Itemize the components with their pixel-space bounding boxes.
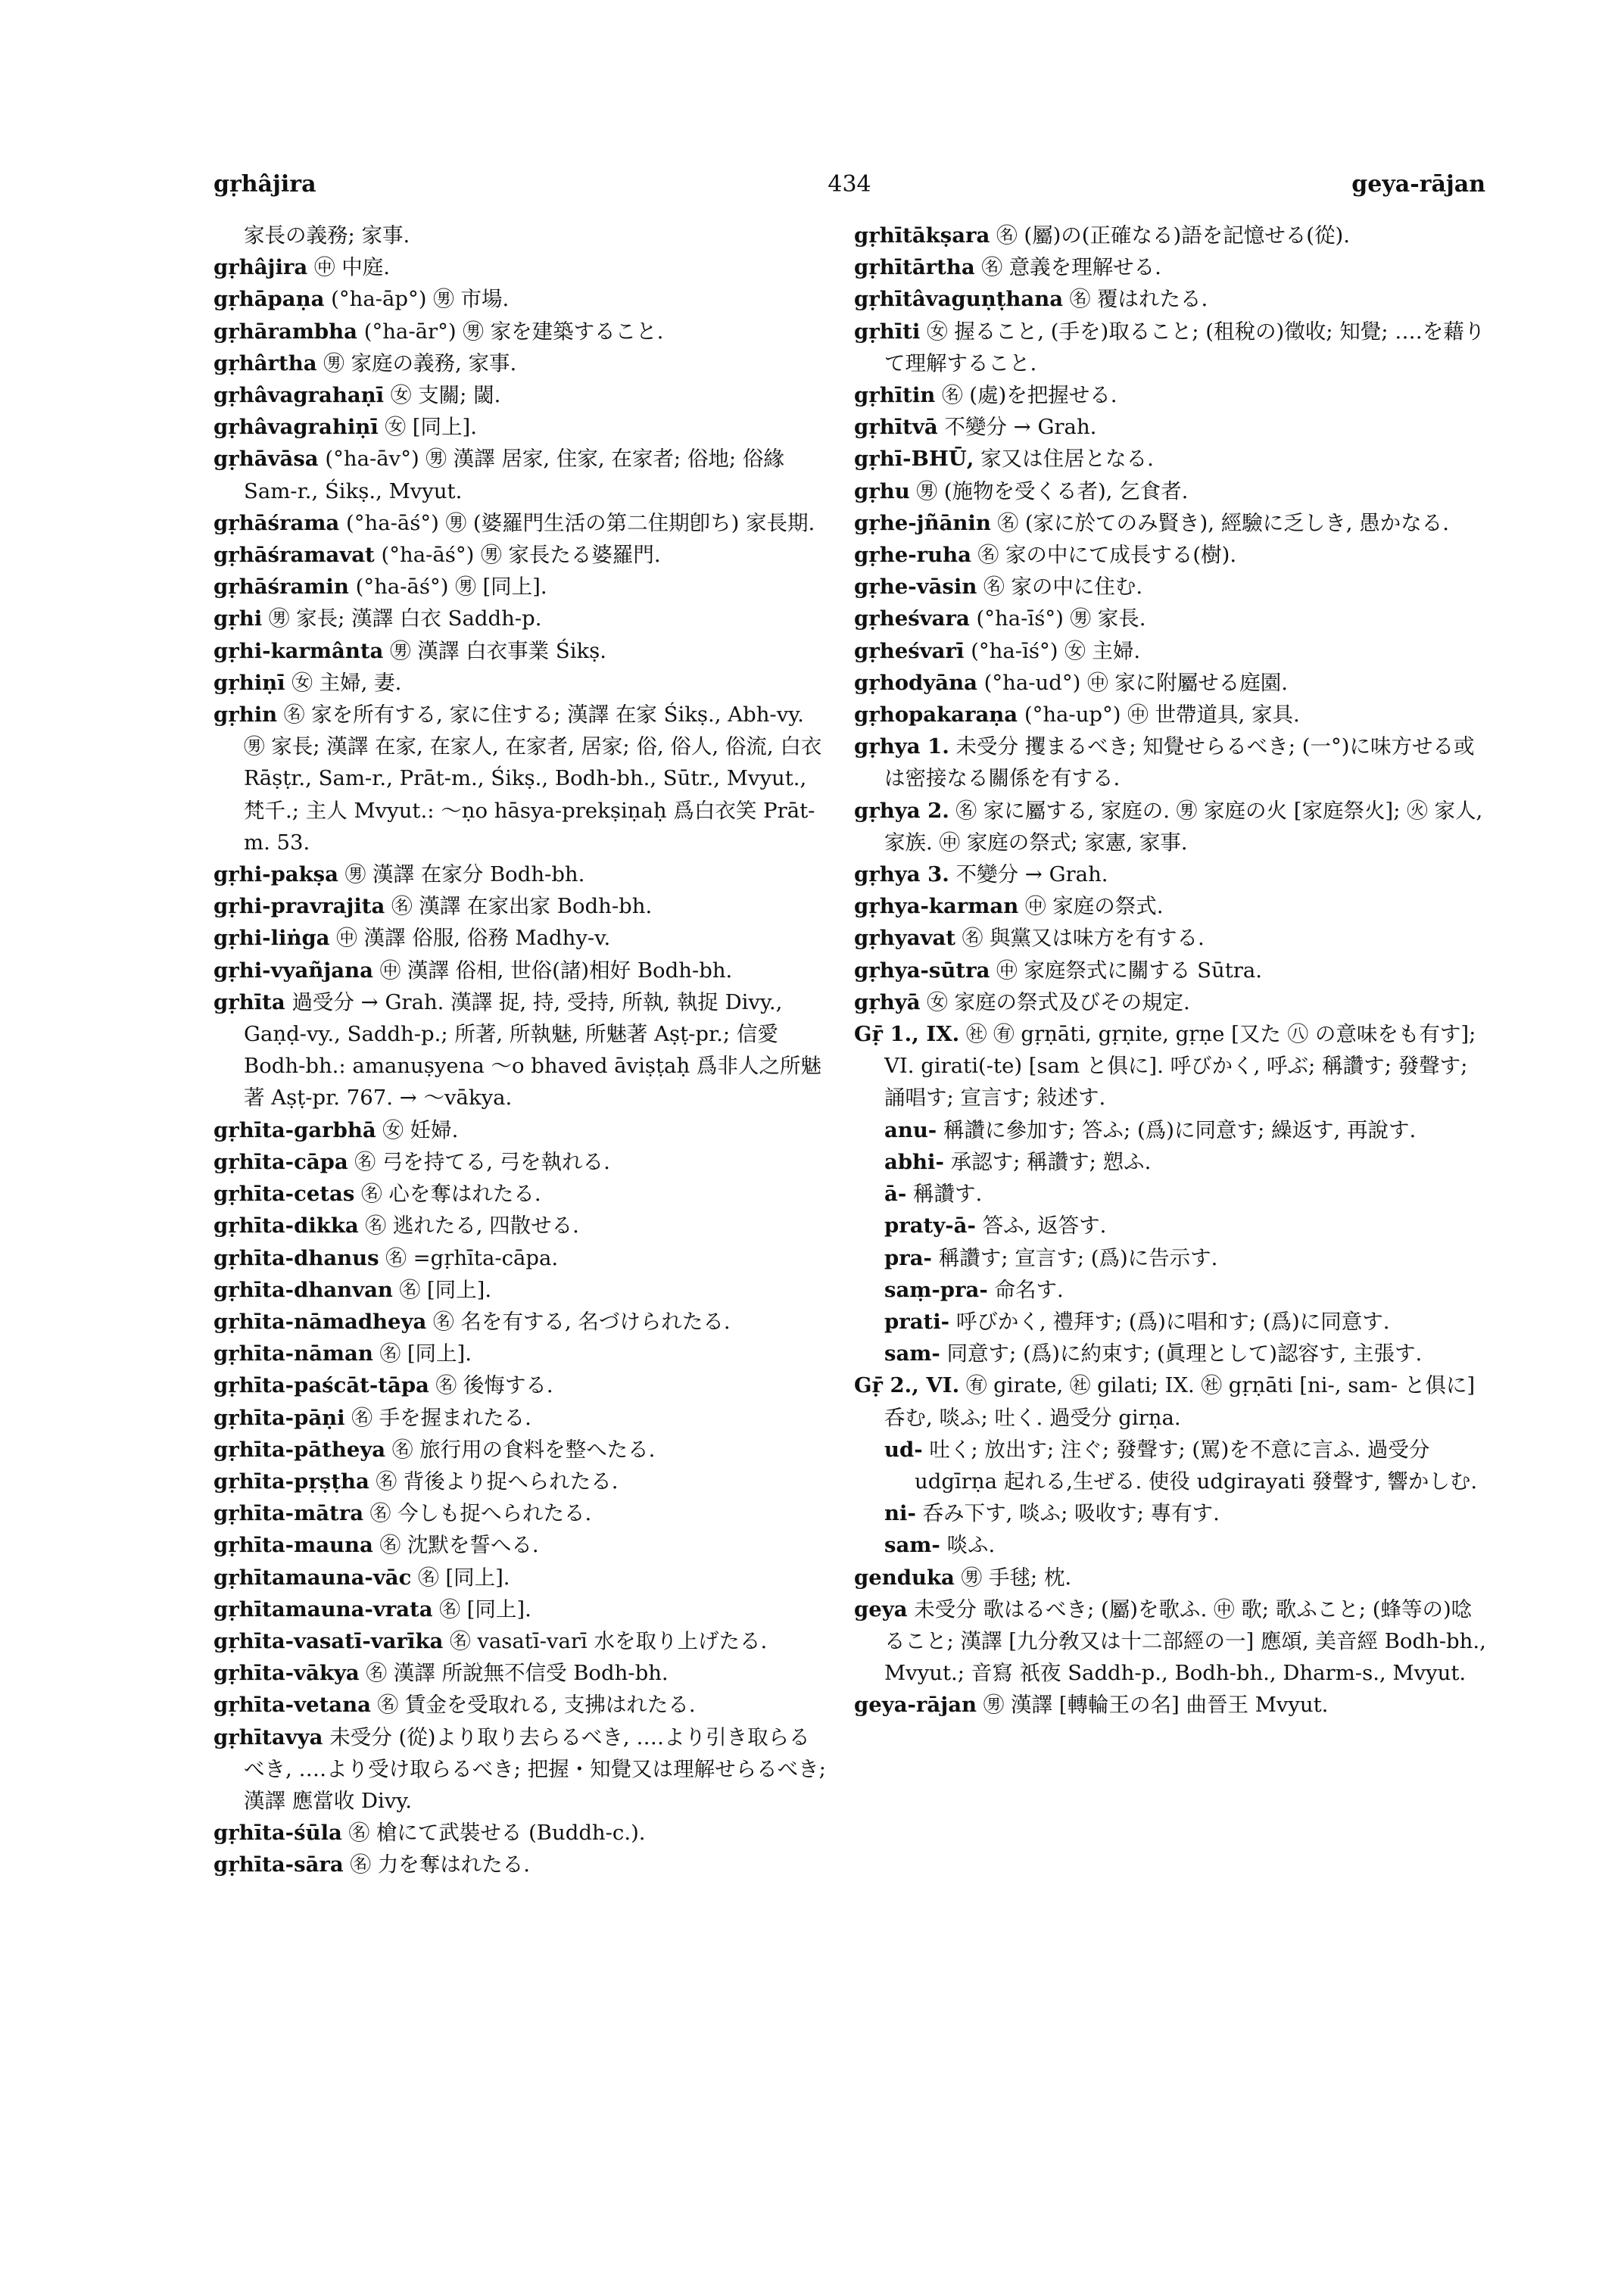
headword: gṛhīta-mātra xyxy=(214,1501,364,1526)
headword: geya-rājan xyxy=(854,1693,977,1718)
definition: ㊔ 背後より捉へられたる. xyxy=(376,1469,619,1494)
dictionary-entry xyxy=(214,1114,827,1146)
dictionary-entry xyxy=(854,1594,1487,1690)
dictionary-entry xyxy=(214,539,827,571)
dictionary-entry xyxy=(214,1274,827,1306)
dictionary-entry xyxy=(854,603,1487,634)
headword: gṛhīta-dhanus xyxy=(214,1245,379,1270)
headword: gṛhāvāsa xyxy=(214,447,319,472)
headword: gṛhiṇī xyxy=(214,670,285,695)
dictionary-entry xyxy=(214,1146,827,1178)
definition: ㊔ 賃金を受取れる, 支拂はれたる. xyxy=(377,1693,696,1718)
headword: gṛhīta-dhanvan xyxy=(214,1277,393,1302)
headword: gṛhya-sūtra xyxy=(854,958,990,983)
headword: gṛhya 1. xyxy=(854,734,949,759)
definition: ㊔ vasatī-varī 水を取り上げたる. xyxy=(450,1628,768,1653)
dictionary-entry xyxy=(214,986,827,1114)
definition: ㊥ 家庭の祭式. xyxy=(1024,894,1164,919)
sub-entry xyxy=(854,1274,1487,1306)
headword: gṛhyā xyxy=(854,989,921,1014)
definition: 答ふ, 返答す. xyxy=(982,1213,1107,1238)
dictionary-entry xyxy=(214,1721,827,1818)
headword: gṛhīta xyxy=(214,989,285,1014)
definition: ㊔ [同上]. xyxy=(418,1565,510,1590)
headword: gṛhīta-garbhā xyxy=(214,1117,376,1142)
definition: ㊔ 意義を理解せる. xyxy=(981,255,1161,280)
headword: gṛhīta-cetas xyxy=(214,1182,355,1207)
headword: gṛhi-pakṣa xyxy=(214,862,338,887)
headword: sam- xyxy=(884,1341,940,1366)
headword: anu- xyxy=(884,1117,937,1142)
headword: gṛheśvarī xyxy=(854,638,965,663)
dictionary-entry xyxy=(854,1018,1487,1114)
definition: ㊛ 握ること, (手を)取ること; (租稅の)徵收; 知覺; ‥‥を藉りて理解すること. xyxy=(884,319,1485,375)
definition: (°ha-up°) ㊥ 世帶道具, 家具. xyxy=(1024,703,1300,727)
dictionary-entry xyxy=(214,220,827,251)
dictionary-entry xyxy=(854,922,1487,954)
sub-entry xyxy=(854,1210,1487,1242)
headword: gṛhīta-pātheya xyxy=(214,1437,386,1462)
headword: geya xyxy=(854,1597,908,1622)
headword: praty-ā- xyxy=(884,1213,976,1238)
dictionary-entry xyxy=(214,699,827,858)
dictionary-entry xyxy=(854,1562,1487,1594)
dictionary-entry xyxy=(214,1562,827,1594)
headword: abhi- xyxy=(884,1149,944,1174)
definition: 不變分 → Grah. xyxy=(955,862,1108,887)
headword: gṛhya-karman xyxy=(854,894,1019,919)
dictionary-entry xyxy=(854,795,1487,858)
dictionary-entry xyxy=(854,411,1487,443)
definition: ㊥ 家庭祭式に關する Sūtra. xyxy=(996,958,1263,983)
dictionary-entry xyxy=(854,1689,1487,1721)
dictionary-entry xyxy=(214,1849,827,1880)
dictionary-entry xyxy=(214,507,827,539)
headword: gṛhīta-sāra xyxy=(214,1852,344,1877)
headword: gṛhāśramin xyxy=(214,575,349,600)
definition: 啖ふ. xyxy=(946,1533,996,1558)
headword: prati- xyxy=(884,1309,950,1334)
header-left-guideword: gṛhâjira xyxy=(214,171,316,198)
definition: 呼びかく, 禮拜す; (爲)に唱和す; (爲)に同意す. xyxy=(955,1309,1390,1334)
dictionary-entry xyxy=(854,379,1487,411)
definition: 稱讚す; 宣言す; (爲)に告示す. xyxy=(938,1245,1218,1270)
headword: ā- xyxy=(884,1182,907,1207)
sub-entry xyxy=(854,1497,1487,1529)
definition: ㊔ 力を奪はれたる. xyxy=(350,1852,530,1877)
sub-entry xyxy=(854,1338,1487,1369)
headword: gṛhi-pravrajita xyxy=(214,894,385,919)
definition: 吐く; 放出す; 注ぐ; 發聲す; (罵)を不意に言ふ. 過受分 udgīrṇa 起れる,生ぜる. 使役 udgirayati 發聲す, 響かしむ. xyxy=(915,1437,1478,1494)
page-header xyxy=(214,171,1485,207)
headword: gṛhītamauna-vāc xyxy=(214,1565,412,1590)
headword: gṛhīta-vasatī-varīka xyxy=(214,1628,444,1653)
dictionary-entry xyxy=(854,635,1487,667)
definition: ㊔ (家に於てのみ賢き), 經驗に乏しき, 愚かなる. xyxy=(997,510,1449,535)
definition: 稱讚す. xyxy=(912,1182,983,1207)
dictionary-entry xyxy=(214,955,827,986)
definition: ㊚ 漢譯 在家分 Bodh-bh. xyxy=(344,862,585,887)
dictionary-entry xyxy=(854,316,1487,379)
dictionary-entry xyxy=(854,251,1487,283)
dictionary-entry xyxy=(854,890,1487,922)
headword: gṛhīta-nāmadheya xyxy=(214,1309,427,1334)
definition: 命名す. xyxy=(994,1277,1064,1302)
dictionary-entry xyxy=(214,251,827,283)
headword: gṛhāśramavat xyxy=(214,543,375,568)
definition: (°ha-īś°) ㊚ 家長. xyxy=(976,606,1146,631)
dictionary-entry xyxy=(854,955,1487,986)
sub-entry xyxy=(854,1146,1487,1178)
headword: gṛhītin xyxy=(854,383,936,408)
headword: gṛheśvara xyxy=(854,606,970,631)
dictionary-entry xyxy=(214,1817,827,1849)
definition: ㊛ 主婦, 妻. xyxy=(291,670,402,695)
sub-entry xyxy=(854,1434,1487,1497)
right-column xyxy=(854,220,1487,1721)
definition: ㊔ 逃れたる, 四散せる. xyxy=(365,1213,579,1238)
header-right-guideword: geya-rājan xyxy=(1351,171,1485,198)
definition: (°ha-āś°) ㊚ [同上]. xyxy=(355,575,547,600)
definition: ㊛ 支關; 閾. xyxy=(390,383,501,408)
definition: ㊔ 漢譯 在家出家 Bodh-bh. xyxy=(391,894,653,919)
definition: ㊔ (屬)の(正確なる)語を記憶せる(從). xyxy=(996,223,1350,248)
headword: gṛhīta-pṛṣṭha xyxy=(214,1469,369,1494)
definition: ㊔ 槍にて武裝せる (Buddh-c.). xyxy=(348,1821,646,1846)
headword: gṛhītamauna-vrata xyxy=(214,1597,433,1622)
headword: gṛhītārtha xyxy=(854,255,975,280)
dictionary-entry xyxy=(214,1497,827,1529)
headword: gṛhopakaraṇa xyxy=(854,703,1018,727)
sub-entry xyxy=(854,1306,1487,1338)
definition: 同意す; (爲)に約束す; (眞理として)認容す, 主張す. xyxy=(946,1341,1423,1366)
definition: (°ha-ār°) ㊚ 家を建築すること. xyxy=(363,319,664,344)
definition: ㊔ 旅行用の食料を整へたる. xyxy=(391,1437,656,1462)
definition: 稱讚に參加す; 答ふ; (爲)に同意す; 繰返す, 再說す. xyxy=(943,1117,1417,1142)
definition: ㊛ 家庭の祭式及びその規定. xyxy=(927,989,1190,1014)
headword: gṛhi-vyañjana xyxy=(214,958,373,983)
dictionary-entry xyxy=(214,635,827,667)
headword: gṛhu xyxy=(854,478,910,503)
dictionary-entry xyxy=(854,858,1487,890)
definition: 家長の義務; 家事. xyxy=(244,223,410,248)
headword: gṛhârtha xyxy=(214,350,317,375)
dictionary-entry xyxy=(214,1625,827,1657)
sub-entry xyxy=(854,1242,1487,1274)
headword: gṛhâvagrahiṇī xyxy=(214,415,379,440)
headword: gṛhīta-nāman xyxy=(214,1341,373,1366)
headword: gṛhīta-śūla xyxy=(214,1821,342,1846)
definition: ㊔ =gṛhīta-cāpa. xyxy=(385,1245,559,1270)
headword: gṛhya 2. xyxy=(854,798,949,823)
definition: 家又は住居となる. xyxy=(980,447,1154,472)
headword: ud- xyxy=(884,1437,923,1462)
headword: gṛhītavya xyxy=(214,1724,323,1749)
dictionary-entry xyxy=(214,571,827,603)
dictionary-entry xyxy=(214,1466,827,1497)
headword: gṛhīta-cāpa xyxy=(214,1149,348,1174)
definition: ㊥ 漢譯 俗服, 俗務 Madhy-v. xyxy=(336,926,611,951)
dictionary-entry xyxy=(214,347,827,379)
dictionary-entry xyxy=(214,1338,827,1369)
definition: 未受分 攫まるべき; 知覺せらるべき; (一°)に味方せる或は密接なる關係を有する. xyxy=(884,734,1475,791)
headword: gṛhī-BHŪ, xyxy=(854,447,974,472)
dictionary-entry xyxy=(214,1369,827,1401)
dictionary-entry xyxy=(214,667,827,699)
headword: gṛhīta-dikka xyxy=(214,1213,359,1238)
definition: 不變分 → Grah. xyxy=(944,415,1097,440)
dictionary-entry xyxy=(854,571,1487,603)
headword: gṛhīta-mauna xyxy=(214,1533,373,1558)
dictionary-entry xyxy=(854,475,1487,507)
headword: gṛhīta-paścāt-tāpa xyxy=(214,1373,429,1398)
definition: ㊔ 家の中に住む. xyxy=(983,575,1143,600)
definition: ㊔ 今しも捉へられたる. xyxy=(369,1501,592,1526)
headword: Gṝ 2., VI. xyxy=(854,1373,960,1398)
headword: sam- xyxy=(884,1533,940,1558)
dictionary-entry xyxy=(214,411,827,443)
dictionary-entry xyxy=(854,667,1487,699)
headword: gṛhodyāna xyxy=(854,670,977,695)
definition: (°ha-īś°) ㊛ 主婦. xyxy=(971,638,1141,663)
headword: gṛhe-jñānin xyxy=(854,510,991,535)
dictionary-entry xyxy=(214,379,827,411)
definition: ㊒ girate, ㊓ gilati; IX. ㊓ gṛṇāti [ni-, sam- と俱に] 呑む, 啖ふ; 吐く. 過受分 girṇa. xyxy=(884,1373,1476,1430)
dictionary-entry xyxy=(854,539,1487,571)
definition: ㊔ 與黨又は味方を有する. xyxy=(962,926,1205,951)
headword: gṛhin xyxy=(214,703,278,727)
headword: gṛhe-vāsin xyxy=(854,575,977,600)
headword: gṛhītâvaguṇṭhana xyxy=(854,287,1064,312)
definition: (°ha-āp°) ㊚ 市場. xyxy=(331,287,510,312)
page-number: 434 xyxy=(828,171,871,198)
definition: ㊚ 漢譯 白衣事業 Śikṣ. xyxy=(390,638,607,663)
dictionary-entry xyxy=(854,443,1487,475)
dictionary-entry xyxy=(214,1657,827,1689)
definition: (°ha-āś°) ㊚ (婆羅門生活の第二住期卽ち) 家長期. xyxy=(346,510,815,535)
dictionary-entry xyxy=(214,858,827,890)
definition: ㊔ 名を有する, 名づけられたる. xyxy=(433,1309,731,1334)
left-column xyxy=(214,220,827,1881)
definition: ㊔ 家に屬する, 家庭の. ㊚ 家庭の火 [家庭祭火]; ㊋ 家人, 家族. ㊥ 家庭の祭式; 家憲, 家事. xyxy=(884,798,1483,855)
headword: gṛhāśrama xyxy=(214,510,340,535)
definition: 過受分 → Grah. 漢譯 捉, 持, 受持, 所執, 執捉 Divy., Gaṇḍ-vy., Saddh-p.; 所著, 所執魅, 所魅著 Aṣṭ-pr.; 信愛 Bodh-bh.: amanuṣyena ～o bhaved āviṣṭaḥ 爲非人之所魅著 Aṣṭ-pr. 767. → ～vākya. xyxy=(244,989,821,1111)
headword: gṛhe-ruha xyxy=(854,543,971,568)
definition: ㊥ 中庭. xyxy=(313,255,390,280)
headword: gṛhīti xyxy=(854,319,921,344)
headword: gṛhītvā xyxy=(854,415,938,440)
definition: ㊓ ㊒ gṛṇāti, gṛṇite, gṛṇe [又た ㊇ の意味をも有す]; VI. girati(-te) [sam と俱に]. 呼びかく, 呼ぶ; 稱讚す; 發聲す; 誦唱す; 宣言す; 敍述す. xyxy=(884,1022,1476,1111)
headword: gṛhi-karmânta xyxy=(214,638,384,663)
dictionary-entry xyxy=(854,699,1487,731)
definition: 未受分 (從)より取り去らるべき, ‥‥より引き取らるべき, ‥‥より受け取らるべき; 把握・知覺又は理解せらるべき; 漢譯 應當收 Divy. xyxy=(244,1724,826,1813)
definition: 呑み下す, 啖ふ; 吸收す; 專有す. xyxy=(922,1501,1220,1526)
definition: ㊛ 妊婦. xyxy=(382,1117,459,1142)
dictionary-entry xyxy=(214,283,827,315)
dictionary-entry xyxy=(214,1689,827,1721)
headword: saṃ-pra- xyxy=(884,1277,988,1302)
dictionary-entry xyxy=(214,1594,827,1625)
definition: 未受分 歌はるべき; (屬)を歌ふ. ㊥ 歌; 歌ふこと; (蜂等の)唸ること; 漢譯 [九分敎又は十二部經の一] 應頌, 美音經 Bodh-bh., Mvyut.; 音寫 祇夜 Saddh-p., Bodh-bh., Dharm-s., Mvyut. xyxy=(884,1597,1486,1686)
definition: ㊔ 手を握まれたる. xyxy=(351,1405,531,1430)
definition: ㊔ 家の中にて成長する(樹). xyxy=(977,543,1237,568)
definition: (°ha-ud°) ㊥ 家に附屬せる庭園. xyxy=(983,670,1289,695)
headword: gṛhi xyxy=(214,606,263,631)
headword: gṛhyavat xyxy=(854,926,956,951)
dictionary-entry xyxy=(854,283,1487,315)
dictionary-entry xyxy=(214,1210,827,1242)
headword: gṛhīta-pāṇi xyxy=(214,1405,345,1430)
sub-entry xyxy=(854,1529,1487,1561)
headword: gṛhīta-vākya xyxy=(214,1661,360,1686)
definition: ㊔ [同上]. xyxy=(379,1341,472,1366)
definition: ㊔ 漢譯 所說無不信受 Bodh-bh. xyxy=(366,1661,669,1686)
definition: ㊔ 家を所有する, 家に住する; 漢譯 在家 Śikṣ., Abh-vy. ㊚ 家長; 漢譯 在家, 在家人, 在家者, 居家; 俗, 俗人, 俗流, 白衣 Rāṣṭr., Sam-r., Prāt-m., Śikṣ., Bodh-bh., Sūtr., Mvyut., 梵千.; 主人 Mvyut.: ～ṇo hāsya-prekṣiṇaḥ 爲白衣笑 Prāt-m. 53. xyxy=(244,703,822,855)
definition: 承認す; 稱讚す; 愬ふ. xyxy=(950,1149,1152,1174)
definition: ㊔ 後悔する. xyxy=(435,1373,553,1398)
dictionary-entry xyxy=(854,986,1487,1018)
dictionary-entry xyxy=(214,316,827,347)
headword: pra- xyxy=(884,1245,932,1270)
definition: (°ha-āv°) ㊚ 漢譯 居家, 住家, 在家者; 俗地; 俗緣 Sam-r., Śikṣ., Mvyut. xyxy=(244,447,784,503)
definition: ㊚ 手毬; 枕. xyxy=(961,1565,1072,1590)
dictionary-entry xyxy=(214,1242,827,1274)
dictionary-entry xyxy=(214,1434,827,1466)
sub-entry xyxy=(854,1114,1487,1146)
dictionary-entry xyxy=(854,1369,1487,1433)
sub-entry xyxy=(854,1178,1487,1210)
definition: ㊚ (施物を受くる者), 乞食者. xyxy=(916,478,1189,503)
headword: Gṝ 1., IX. xyxy=(854,1022,960,1047)
headword: gṛhāpaṇa xyxy=(214,287,325,312)
definition: ㊔ 沈默を誓へる. xyxy=(379,1533,539,1558)
definition: ㊚ 家庭の義務, 家事. xyxy=(323,350,517,375)
definition: ㊛ [同上]. xyxy=(385,415,477,440)
headword: ni- xyxy=(884,1501,916,1526)
headword: gṛhâvagrahaṇī xyxy=(214,383,385,408)
dictionary-entry xyxy=(214,603,827,634)
dictionary-entry xyxy=(214,1402,827,1434)
headword: gṛhâjira xyxy=(214,255,308,280)
definition: (°ha-āś°) ㊚ 家長たる婆羅門. xyxy=(381,543,661,568)
dictionary-entry xyxy=(214,890,827,922)
definition: ㊥ 漢譯 俗相, 世俗(諸)相好 Bodh-bh. xyxy=(379,958,733,983)
headword: gṛhītākṣara xyxy=(854,223,990,248)
definition: ㊔ [同上]. xyxy=(399,1277,492,1302)
dictionary-entry xyxy=(214,1306,827,1338)
definition: ㊔ 心を奪はれたる. xyxy=(361,1182,541,1207)
dictionary-entry xyxy=(214,443,827,506)
definition: ㊚ 漢譯 [轉輪王の名] 曲晉王 Mvyut. xyxy=(983,1693,1329,1718)
definition: ㊔ (處)を把握せる. xyxy=(942,383,1117,408)
dictionary-entry xyxy=(214,922,827,954)
dictionary-entry xyxy=(214,1178,827,1210)
definition: ㊔ 覆はれたる. xyxy=(1069,287,1208,312)
headword: gṛhīta-vetana xyxy=(214,1693,371,1718)
dictionary-entry xyxy=(854,507,1487,539)
dictionary-entry xyxy=(854,220,1487,251)
definition: ㊔ 弓を持てる, 弓を執れる. xyxy=(354,1149,610,1174)
headword: gṛhi-liṅga xyxy=(214,926,330,951)
definition: ㊔ [同上]. xyxy=(439,1597,531,1622)
headword: gṛhārambha xyxy=(214,319,357,344)
definition: ㊚ 家長; 漢譯 白衣 Saddh-p. xyxy=(268,606,542,631)
headword: gṛhya 3. xyxy=(854,862,949,887)
dictionary-entry xyxy=(854,731,1487,794)
headword: genduka xyxy=(854,1565,955,1590)
dictionary-entry xyxy=(214,1529,827,1561)
